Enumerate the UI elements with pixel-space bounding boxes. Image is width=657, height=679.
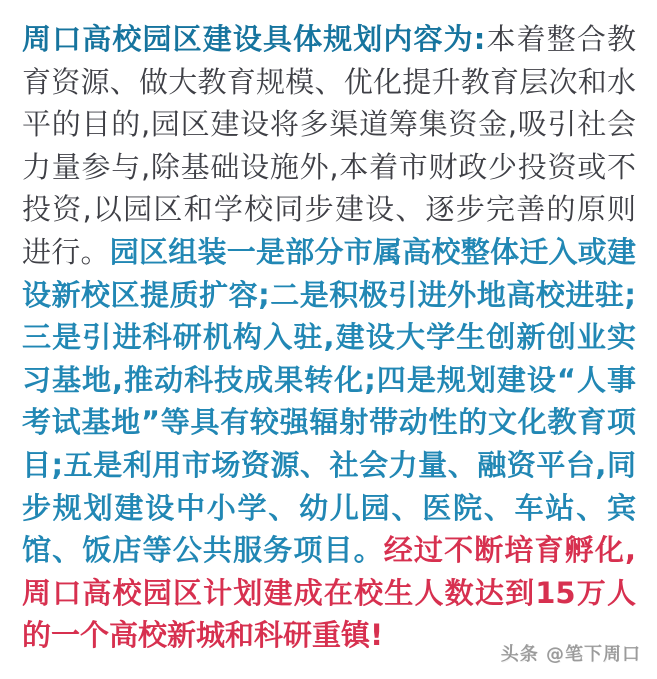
intro-text: 本着整合教育资源、做大教育规模、优化提升教育层次和水平的目的,园区建设将多渠道筹集资金,吸引社会力量参与,除基础设施外,本着市财政少投资或不投资,以园区和学校同步建设、逐步完善的原则进行。 <box>22 22 636 269</box>
article-paragraph <box>22 18 636 657</box>
heading-text: 周口高校园区建设具体规划内容为: <box>22 22 486 56</box>
plan-items-text: 园区组装一是部分市属高校整体迁入或建设新校区提质扩容;二是积极引进外地高校进驻;三是引进科研机构入驻,建设大学生创新创业实习基地,推动科技成果转化;四是规划建设“人事考试基地”等具有较强辐射带动性的文化教育项目;五是利用市场资源、社会力量、融资平台,同步规划建设中小学、幼儿园、医院、车站、宾馆、饭店等公共服务项目。 <box>22 234 636 568</box>
watermark <box>501 640 641 666</box>
watermark-text: 头条 @笔下周口 <box>500 644 641 665</box>
conclusion-text: 经过不断培育孵化,周口高校园区计划建成在校生人数达到15万人的一个高校新城和科研重镇! <box>22 533 636 653</box>
